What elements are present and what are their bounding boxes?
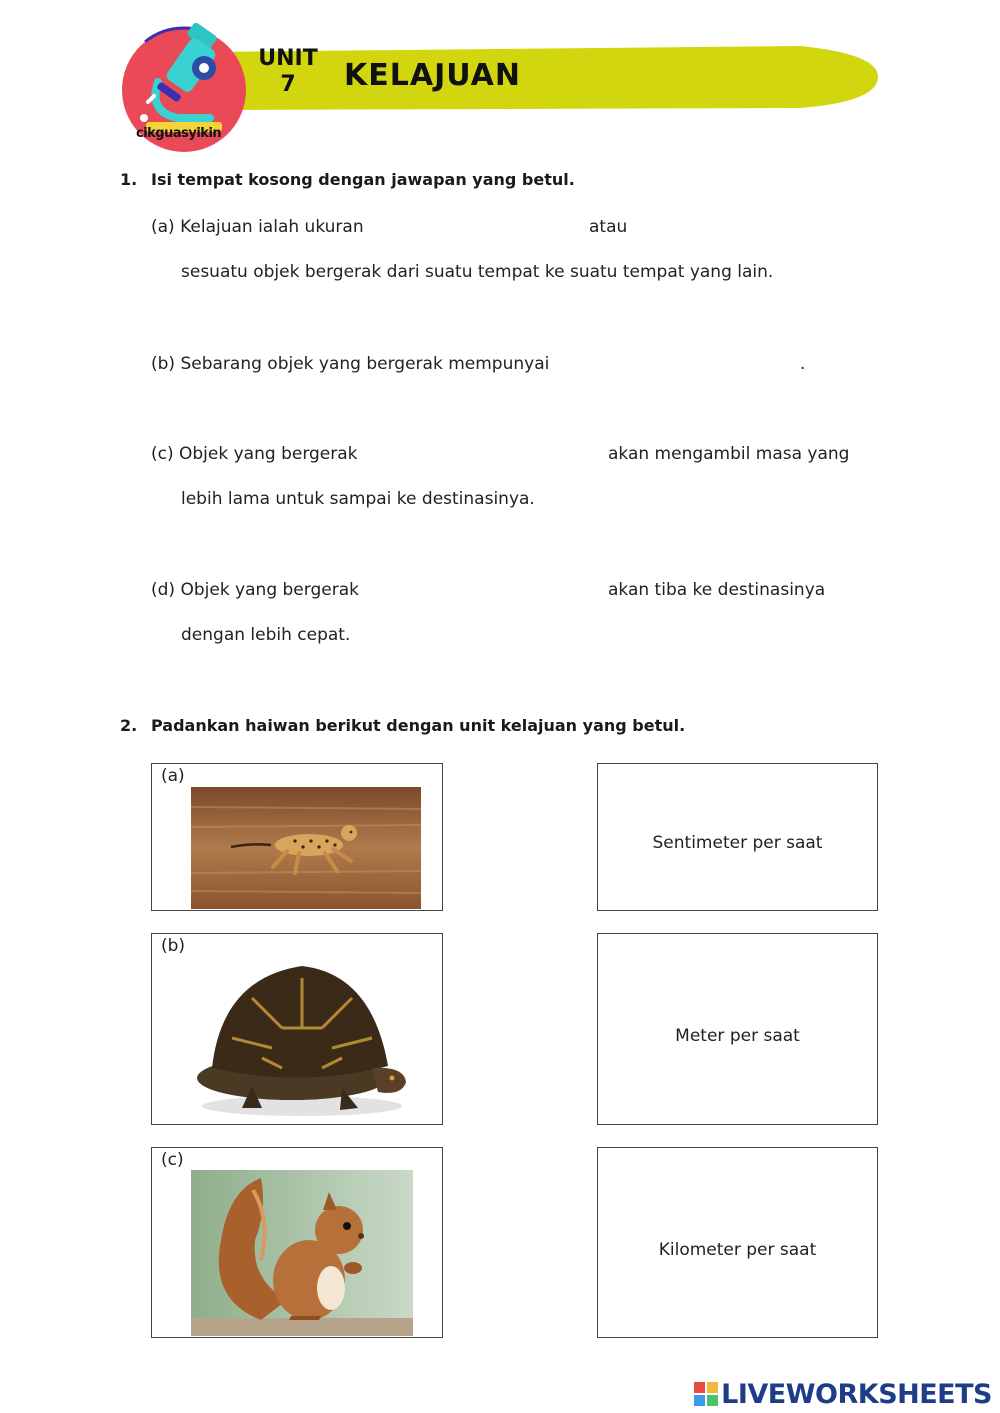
q1b-part2: . [800,354,806,374]
q1d-part1: (d) Objek yang bergerak [151,580,359,600]
unit-number: 7 [280,72,296,97]
animal-label-b: (b) [161,936,186,956]
q1d-line2: dengan lebih cepat. [181,625,351,645]
footer-brand-text: LIVEWORKSHEETS [721,1378,992,1410]
q1c-line2: lebih lama untuk sampai ke destinasinya. [181,489,535,509]
unit-box-3[interactable] [597,1147,878,1338]
logo-text: cikguasyikin [136,126,222,141]
page-title: KELAJUAN [344,58,521,93]
unit-box-1[interactable] [597,763,878,911]
q1d-blank-input[interactable] [385,575,595,605]
tortoise-photo-icon [192,958,412,1122]
animal-label-a: (a) [161,766,185,786]
q1a-line2: sesuatu objek bergerak dari suatu tempat ke suatu tempat yang lain. [181,262,774,282]
q1b-blank-input[interactable] [585,349,795,379]
q1-number: 1. [120,170,138,189]
cheetah-photo-icon [191,787,421,909]
q1-instruction: Isi tempat kosong dengan jawapan yang betul. [151,170,575,189]
unit-word: UNIT [258,46,318,71]
q1b-part1: (b) Sebarang objek yang bergerak mempunyai [151,354,550,374]
unit-text-3: Kilometer per saat [658,1240,817,1260]
unit-label [258,46,318,98]
footer-brand[interactable] [693,1379,992,1409]
squirrel-photo-icon [191,1170,413,1336]
unit-text-1: Sentimeter per saat [652,833,823,853]
q1c-blank-input[interactable] [385,439,595,469]
unit-box-2[interactable] [597,933,878,1125]
animal-label-c: (c) [161,1150,184,1170]
q1c-part2: akan mengambil masa yang [608,444,850,464]
unit-text-2: Meter per saat [675,1026,800,1046]
q2-instruction: Padankan haiwan berikut dengan unit kelajuan yang betul. [151,716,686,735]
q1a-blank1-input[interactable] [380,212,580,242]
q1a-part2: atau [589,217,628,237]
liveworksheets-logo-icon [693,1381,719,1407]
animal-box-a[interactable] [151,763,443,911]
q1a-part1: (a) Kelajuan ialah ukuran [151,217,364,237]
q1c-part1: (c) Objek yang bergerak [151,444,358,464]
animal-box-b[interactable] [151,933,443,1125]
q1d-part2: akan tiba ke destinasinya [608,580,826,600]
q2-number: 2. [120,716,138,735]
q1a-blank2-input[interactable] [640,212,870,242]
animal-box-c[interactable] [151,1147,443,1338]
